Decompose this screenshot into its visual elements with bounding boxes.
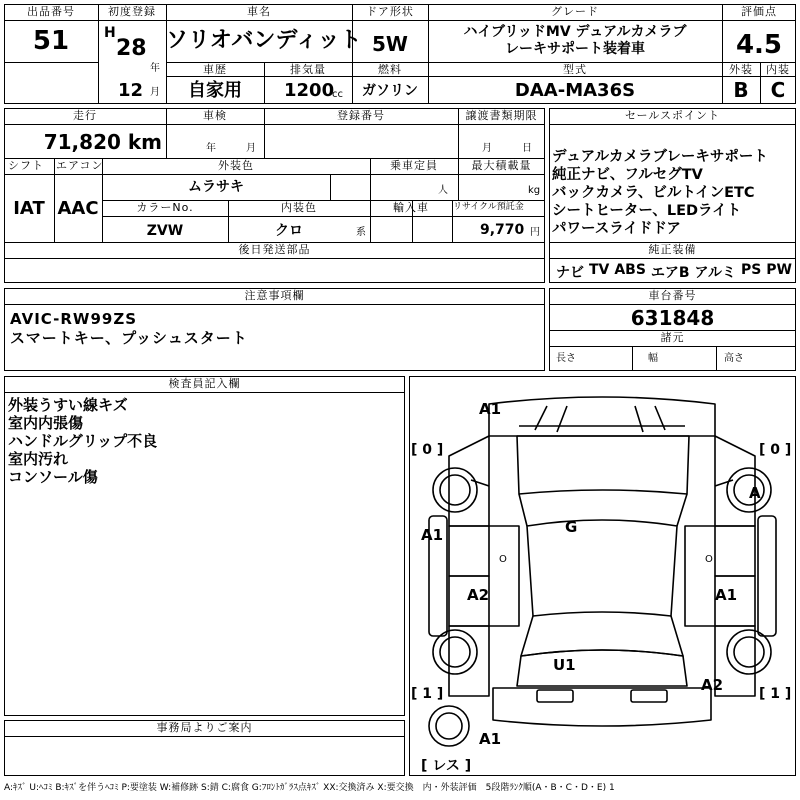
inspector-notes: 外装うすい線キズ 室内内張傷 ハンドルグリップ不良 室内汚れ コンソール傷	[8, 396, 158, 486]
chassis-number-label: 車台番号	[648, 289, 697, 302]
capacity-unit: 人	[438, 185, 448, 196]
equipment-item: TV	[588, 262, 610, 278]
inspection-month-unit: 月	[246, 143, 256, 154]
fuel-label: 燃料	[378, 63, 402, 76]
interior-color: クロ	[275, 223, 303, 239]
damage-mark: U1	[553, 656, 576, 674]
width-label: 幅	[648, 353, 658, 364]
interior-color-unit: 系	[356, 227, 366, 238]
length-label: 長さ	[556, 353, 576, 364]
displacement: 1200	[284, 80, 335, 101]
recycle-label: リサイクル預託金	[453, 202, 524, 212]
capacity-label: 乗車定員	[390, 159, 438, 172]
interior-grade-label: 内装	[766, 63, 790, 76]
bracket-bottom-right: [ 1 ]	[759, 686, 792, 702]
equipment-item: PW	[766, 262, 792, 278]
damage-mark: A2	[467, 586, 490, 604]
bracket-top-left: [ 0 ]	[411, 442, 444, 458]
sales-points: デュアルカメラブレーキサポート 純正ナビ、フルセグTV バックカメラ、ビルトインETC シートヒーター、LEDライト パワースライドドア	[552, 149, 768, 237]
shift-label: シフト	[8, 159, 44, 172]
fuel: ガソリン	[362, 83, 418, 99]
inspection-year-unit: 年	[206, 143, 216, 154]
chassis-number: 631848	[630, 306, 715, 330]
mileage-label: 走行	[73, 109, 97, 122]
interior-grade: C	[770, 78, 786, 102]
grade-line-1: ハイブリッドMV デュアルカメラブ	[463, 24, 687, 40]
later-shipment-label: 後日発送部品	[238, 243, 311, 256]
max-load-label: 最大積載量	[471, 159, 532, 172]
mileage: 71,820 km	[43, 130, 162, 154]
equipment-list	[556, 262, 792, 282]
grade-label: グレード	[551, 5, 599, 18]
max-load-unit: kg	[528, 185, 541, 196]
score-label: 評価点	[741, 5, 777, 18]
recycle-fee: 9,770	[480, 222, 525, 238]
model-label: 型式	[563, 63, 587, 76]
inspector-label: 検査員記入欄	[168, 377, 241, 390]
year-unit: 年	[150, 63, 160, 74]
bracket-top-right: [ 0 ]	[759, 442, 792, 458]
transfer-month-unit: 月	[482, 143, 492, 154]
damage-mark: A	[749, 484, 761, 502]
transfer-day-unit: 日	[522, 143, 532, 154]
displacement-label: 排気量	[290, 63, 326, 76]
era-mark: H	[104, 25, 116, 41]
specs-label: 諸元	[660, 331, 685, 344]
ac-label: エアコン	[56, 159, 104, 172]
lot-number-label: 出品番号	[27, 5, 75, 18]
equipment-item: アルミ	[694, 265, 736, 281]
bracket-rest: [ レス ]	[421, 758, 472, 774]
notes-text: AVIC-RW99ZS スマートキー、プッシュスタート	[10, 310, 248, 347]
genuine-equipment-label: 純正装備	[648, 243, 697, 256]
damage-mark: A1	[421, 526, 444, 544]
interior-color-label: 内装色	[281, 201, 317, 214]
damage-mark: A1	[479, 730, 502, 748]
exterior-grade: B	[733, 78, 749, 102]
equipment-item: PS	[740, 262, 762, 278]
history: 自家用	[188, 80, 242, 101]
grade-line-2: レーキサポート装着車	[505, 41, 645, 57]
import-label: 輸入車	[393, 201, 429, 214]
registration-month: 12	[118, 80, 144, 101]
svg-text:O: O	[705, 554, 713, 565]
exterior-color-label: 外装色	[218, 159, 254, 172]
lot-number: 51	[32, 26, 70, 56]
exterior-color: ムラサキ	[188, 179, 244, 195]
equipment-item: ABS	[614, 262, 646, 278]
legend-text: A:ｷｽﾞ U:ﾍｺﾐ B:ｷｽﾞを伴うﾍｺﾐ P:要塗装 W:補修跡 S:錆 C:腐食 G:ﾌﾛﾝﾄｶﾞﾗｽ点ｷｽﾞ XX:交換済み X:要交換 内・外装評価 5段階ﾗﾝｸ順(A・B・C・D・E) 1	[4, 783, 615, 793]
registration-year: 28	[116, 36, 147, 61]
height-label: 高さ	[724, 353, 744, 364]
color-number: ZVW	[146, 223, 184, 239]
door-type-label: ドア形状	[366, 5, 414, 18]
damage-mark: G	[565, 518, 578, 536]
equipment-item: エアB	[650, 265, 690, 281]
car-name: ソリオバンディット	[166, 28, 362, 53]
color-number-label: カラーNo.	[136, 201, 194, 214]
recycle-unit: 円	[530, 227, 540, 238]
damage-mark: A1	[479, 400, 502, 418]
model: DAA-MA36S	[514, 80, 636, 101]
shift: IAT	[13, 198, 45, 219]
equipment-item: ナビ	[556, 265, 584, 281]
bracket-bottom-left: [ 1 ]	[411, 686, 444, 702]
car-name-label: 車名	[247, 5, 271, 18]
sales-points-label: セールスポイント	[624, 109, 720, 122]
transfer-deadline-label: 譲渡書類期限	[465, 109, 538, 122]
first-registration-label: 初度登録	[108, 5, 156, 18]
damage-mark: A2	[701, 676, 724, 694]
score: 4.5	[735, 30, 783, 60]
inspection-label: 車検	[203, 109, 227, 122]
door-type: 5W	[372, 32, 408, 56]
history-label: 車歴	[203, 63, 227, 76]
exterior-grade-label: 外装	[729, 63, 753, 76]
notes-label: 注意事項欄	[244, 289, 305, 302]
ac: AAC	[57, 198, 99, 219]
displacement-unit: cc	[332, 89, 343, 100]
svg-text:O: O	[499, 554, 507, 565]
registration-number-label: 登録番号	[337, 109, 385, 122]
office-info-label: 事務局よりご案内	[156, 721, 253, 734]
car-diagram	[409, 376, 796, 776]
damage-mark: A1	[715, 586, 738, 604]
month-unit: 月	[150, 87, 160, 98]
